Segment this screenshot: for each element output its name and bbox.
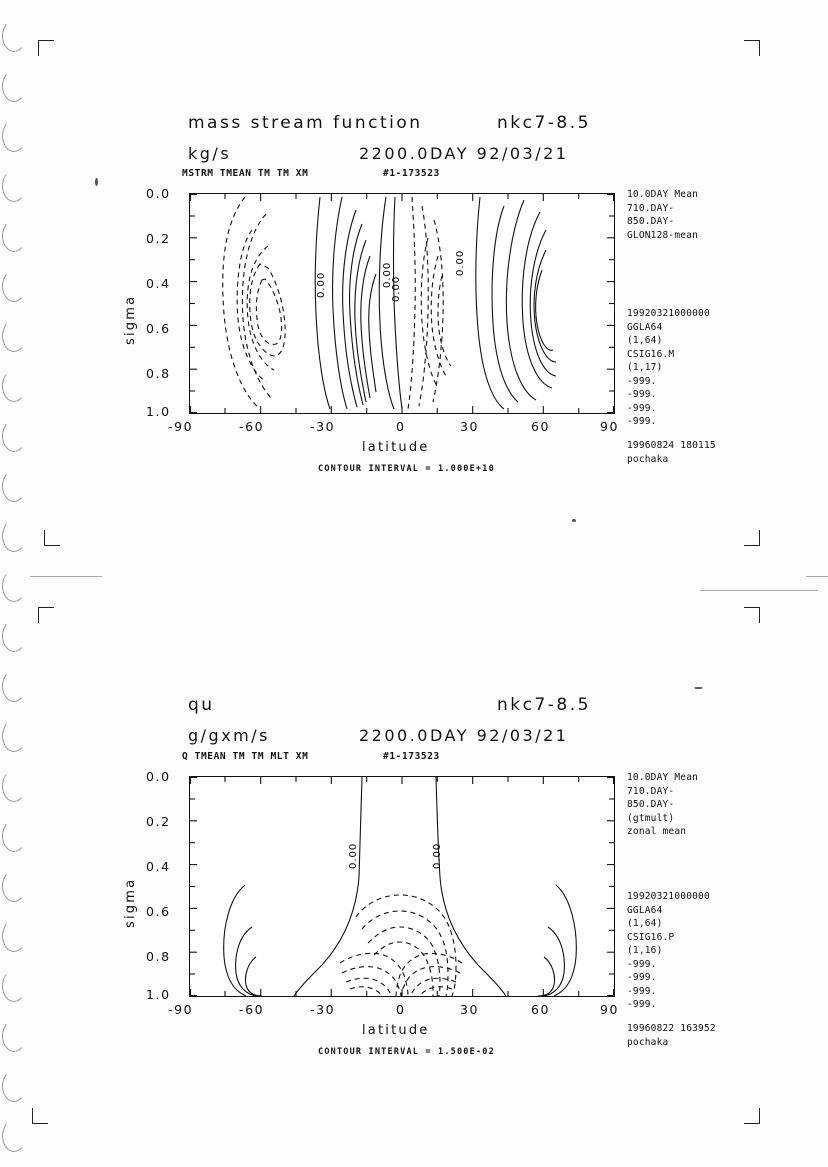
- binder-hole: [2, 1120, 26, 1152]
- contour-negative: [342, 967, 401, 996]
- contour-zero: [294, 777, 362, 996]
- side-note-line: 850.DAY-: [627, 216, 675, 227]
- side-note-line: 19960822 163952: [627, 1023, 716, 1034]
- side-note-line: -999.: [627, 416, 657, 427]
- contour-negative: [340, 953, 408, 996]
- contour-positive: [369, 274, 376, 392]
- side-note-line: GGLA64: [627, 321, 663, 333]
- contour-plot: [190, 194, 614, 413]
- x-tick-label: -90: [168, 1002, 194, 1017]
- plot-area: [189, 776, 615, 997]
- contour-positive: [245, 957, 262, 996]
- side-note-line: -999.: [627, 972, 657, 983]
- y-tick-label: 1.0: [146, 987, 171, 1002]
- side-note-stamp: [627, 1022, 716, 1049]
- crop-mark-mid-left: [44, 530, 60, 546]
- contour-interval-note: CONTOUR INTERVAL = 1.000E+10: [318, 464, 495, 474]
- contour-label: 0.00: [432, 842, 443, 869]
- side-note-line: -999.: [627, 985, 657, 997]
- crop-mark-bottom-left: [32, 1108, 48, 1124]
- contour-negative: [356, 895, 456, 996]
- contour-negative: [419, 206, 428, 406]
- side-note-line: 710.DAY-: [627, 202, 675, 214]
- contour-positive: [492, 206, 518, 402]
- side-note-line: (1,64): [627, 335, 663, 346]
- y-tick-label: 0.0: [146, 769, 171, 784]
- contour-label: 0.00: [316, 271, 327, 298]
- x-tick-label: -90: [168, 419, 194, 434]
- y-tick-label: 0.2: [146, 814, 171, 829]
- x-tick-label: -60: [239, 419, 265, 434]
- x-tick-label: 60: [531, 419, 551, 434]
- y-tick-label: 1.0: [146, 404, 171, 419]
- contour-negative: [408, 197, 415, 409]
- figure-header-id: #1-173523: [383, 168, 440, 179]
- contour-label: 0.00: [455, 249, 466, 276]
- y-tick-label: 0.8: [146, 366, 171, 381]
- side-note-line: -999.: [627, 389, 657, 400]
- figure-title: mass stream function: [188, 113, 423, 133]
- x-tick-label: -30: [310, 419, 336, 434]
- side-note-line: -999.: [627, 402, 657, 414]
- x-axis-label: latitude: [362, 1023, 430, 1038]
- figure-title-right: nkc7-8.5: [497, 113, 591, 133]
- x-tick-label: 60: [531, 1002, 551, 1017]
- figure-units: kg/s: [188, 144, 232, 163]
- side-note-line: -999.: [627, 958, 657, 970]
- figure-title: qu: [188, 695, 215, 715]
- x-tick-label: 0: [396, 1002, 406, 1017]
- figure-mass-stream-function: [0, 0, 828, 500]
- y-tick-label: 0.8: [146, 949, 171, 964]
- x-tick-label: 90: [600, 419, 620, 434]
- y-axis-label: sigma: [123, 294, 138, 345]
- contour-negative: [438, 276, 451, 366]
- contour-positive: [522, 212, 552, 388]
- side-note-stamp: [627, 439, 716, 466]
- x-tick-label: -30: [310, 1002, 336, 1017]
- y-tick-label: 0.6: [146, 904, 171, 919]
- side-note-top: [627, 188, 698, 242]
- side-note-line: 710.DAY-: [627, 785, 675, 797]
- figure-run-label: 2200.0DAY 92/03/21: [359, 144, 569, 163]
- contour-label: 0.00: [391, 275, 402, 302]
- figure-title-right: nkc7-8.5: [497, 695, 591, 715]
- contour-zero: [379, 197, 394, 409]
- side-note-mid: [627, 890, 710, 1012]
- contour-zero: [394, 197, 403, 409]
- y-axis-label: sigma: [123, 877, 138, 928]
- contour-positive: [538, 957, 555, 996]
- contour-positive: [554, 885, 576, 996]
- contour-label: 0.00: [348, 842, 359, 869]
- side-note-line: 10.0DAY Mean: [627, 189, 699, 200]
- contour-negative: [396, 953, 462, 996]
- y-tick-label: 0.4: [146, 276, 171, 291]
- side-note-line: zonal mean: [627, 826, 687, 837]
- side-note-line: 10.0DAY Mean: [627, 772, 699, 783]
- side-note-line: 19920321000000: [627, 891, 710, 902]
- contour-negative: [350, 987, 382, 996]
- y-tick-label: 0.0: [146, 186, 171, 201]
- x-tick-label: -60: [239, 1002, 265, 1017]
- contour-negative: [346, 978, 391, 995]
- plot-area: [189, 193, 615, 414]
- contour-negative: [223, 197, 260, 409]
- side-note-line: 19920321000000: [627, 308, 710, 319]
- side-note-line: GLON128-mean: [627, 229, 699, 241]
- side-note-line: -999.: [627, 999, 657, 1010]
- y-tick-label: 0.4: [146, 859, 171, 874]
- side-note-line: pochaka: [627, 453, 669, 465]
- x-axis-label: latitude: [362, 440, 430, 455]
- side-note-line: 850.DAY-: [627, 799, 675, 810]
- side-note-mid: [627, 307, 710, 429]
- figure-run-label: 2200.0DAY 92/03/21: [359, 726, 569, 745]
- side-note-line: (1,17): [627, 362, 663, 373]
- contour-zero: [315, 197, 330, 409]
- y-tick-label: 0.2: [146, 231, 171, 246]
- figure-header-id: #1-173523: [383, 751, 440, 762]
- side-note-line: pochaka: [627, 1036, 669, 1048]
- x-tick-label: 0: [396, 419, 406, 434]
- contour-plot: [190, 777, 614, 996]
- contour-positive: [333, 197, 347, 409]
- x-tick-label: 30: [460, 1002, 480, 1017]
- paper-speck: [572, 519, 576, 522]
- side-note-top: [627, 771, 698, 839]
- side-note-line: (1,16): [627, 945, 663, 956]
- x-tick-label: 30: [460, 419, 480, 434]
- contour-positive: [506, 200, 536, 400]
- contour-negative: [411, 978, 456, 995]
- y-tick-label: 0.6: [146, 321, 171, 336]
- contour-negative: [431, 256, 446, 376]
- side-note-line: CSIG16.M: [627, 348, 675, 360]
- contour-interval-note: CONTOUR INTERVAL = 1.500E-02: [318, 1047, 495, 1057]
- side-note-line: (gtmult): [627, 812, 675, 824]
- side-note-line: GGLA64: [627, 904, 663, 916]
- contour-label: 0.00: [382, 261, 393, 288]
- contour-positive: [476, 197, 504, 409]
- x-tick-label: 90: [600, 1002, 620, 1017]
- contour-positive: [534, 250, 556, 362]
- figure-qu: [0, 575, 828, 1075]
- crop-mark-bottom-right: [744, 1108, 760, 1124]
- contour-negative: [421, 238, 437, 386]
- contour-negative: [433, 220, 443, 402]
- crop-mark-mid-right: [744, 530, 760, 546]
- figure-units: g/gxm/s: [188, 726, 270, 745]
- figure-header-left: Q TMEAN TM TM MLT XM: [182, 751, 309, 762]
- side-note-line: -999.: [627, 375, 657, 387]
- side-note-line: 19960824 180115: [627, 440, 716, 451]
- figure-header-left: MSTRM TMEAN TM TM XM: [182, 168, 309, 179]
- side-note-line: (1,64): [627, 918, 663, 929]
- side-note-line: CSIG16.P: [627, 931, 675, 943]
- contour-positive: [224, 885, 246, 996]
- contour-zero: [436, 777, 506, 996]
- binder-hole: [2, 520, 26, 552]
